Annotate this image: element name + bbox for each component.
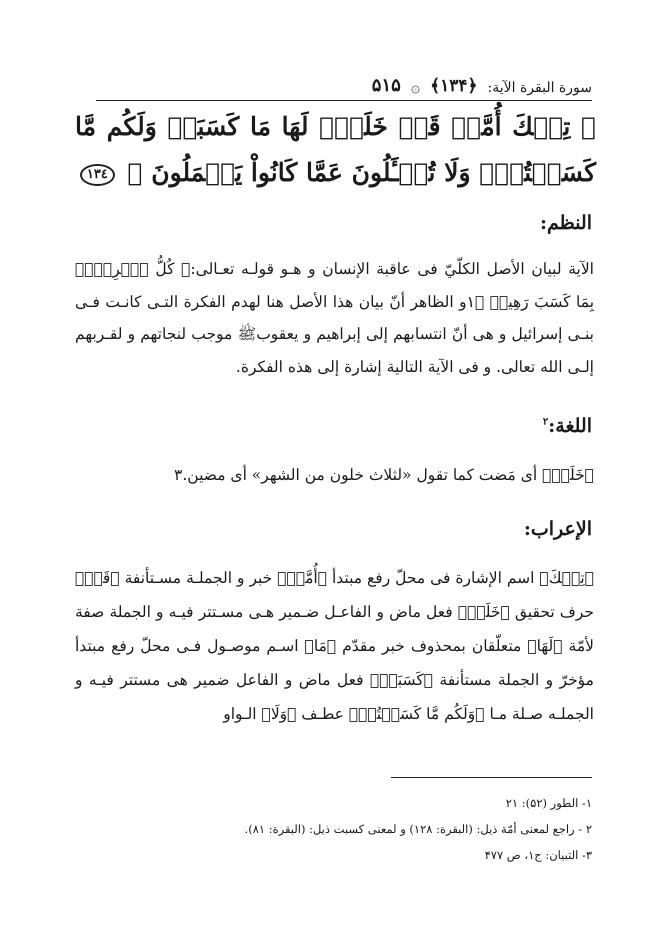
nazm-paragraph: الآية لبيان الأصل الكلّيّ فى عاقبة الإنسان و هـو قولـه تعـالى:﴿ كُلُّ ٱمۡرِيِٕۭ بِمَا كَسَبَ رَهِينٞ ﴾١و الظاهر أنّ بيان هذا الأصل هنا لهدم الفكرة التـى كانـت فـى بنـى إسرائيل و هى أنّ انتسابهم إلى إبراهيم و يعقوبﷺ موجب لنجاتهم و لقـربهم إلـى الله تعالى. و فى الآية التالية إشارة إلى هذه الفكرة. bbox=[75, 260, 595, 376]
lugha-footnote-ref: ٢ bbox=[542, 416, 549, 428]
page-header bbox=[96, 62, 592, 96]
irab-paragraph: ﴿تِلۡكَ﴾ اسم الإشارة فى محلّ رفع مبتدأ ﴿أُمَّةٞ﴾ خبر و الجملـة مسـتأنفة ﴿قَدۡ﴾ حرف تحقيق ﴿خَلَتۡ﴾ فعل ماض و الفاعـل ضـمير هـى مسـتتر فيـه و الجملة صفة لأمّة ﴿لَهَا﴾ متعلّقان بمحذوف خبر مقدّم ﴿مَا﴾ اسـم موصـول فـى محلّ رفع مبتدأ مؤخرّ و الجملة مستأنفة ﴿كَسَبَتۡ﴾ فعل ماض و الفاعل ضمير هى مستتر فيـه و الجملـه صـلة مـا ﴿وَلَكُم مَّا كَسَبۡتُمۡ﴾ عطـف ﴿وَلَا﴾ الـواو bbox=[75, 569, 594, 723]
ayah-number: ﴿١٣۴﴾ bbox=[430, 76, 478, 96]
section-title-irab: الإعراب: bbox=[523, 518, 592, 540]
surah-reference: سورة البقرة الآية: bbox=[487, 80, 592, 96]
header-divider bbox=[96, 100, 592, 101]
section-title-nazm: النظم: bbox=[539, 212, 592, 234]
footnotes bbox=[75, 790, 592, 868]
lugha-paragraph: ﴿خَلَتۡ﴾ أى مَضت كما تقول «لثلاث خلون من الشهر» أى مضين.٣ bbox=[174, 466, 594, 484]
footnote-3: ٣- التبيان: ج١، ص ۴٧٧ bbox=[484, 848, 592, 862]
lugha-title-text: اللغة: bbox=[548, 415, 592, 437]
footnote-divider bbox=[391, 777, 592, 778]
flower-ornament-icon: ۞ bbox=[410, 77, 421, 96]
ayah-end-marker: ١٣٤ bbox=[80, 164, 115, 186]
section-title-lugha bbox=[543, 415, 592, 437]
verse-text: ﴿ تِلۡكَ أُمَّةٞ قَدۡ خَلَتۡۖ لَهَا مَا كَسَبَتۡ وَلَكُم مَّا كَسَبۡتُمۡۖ وَلَا تُسۡـَٔلُونَ عَمَّا كَانُواْ يَعۡمَلُونَ ﴾ bbox=[75, 112, 596, 187]
footnote-1: ١- الطور (۵٢): ٢١ bbox=[505, 796, 592, 810]
footnote-2: ٢ - راجع لمعنى أمّة ذيل: (البقرة: ١٢٨) و لمعنى كسبت ذيل: (البقرة: ٨١). bbox=[244, 822, 592, 836]
quran-verse bbox=[75, 104, 596, 196]
page-number: ۵۱۵ bbox=[371, 75, 401, 96]
